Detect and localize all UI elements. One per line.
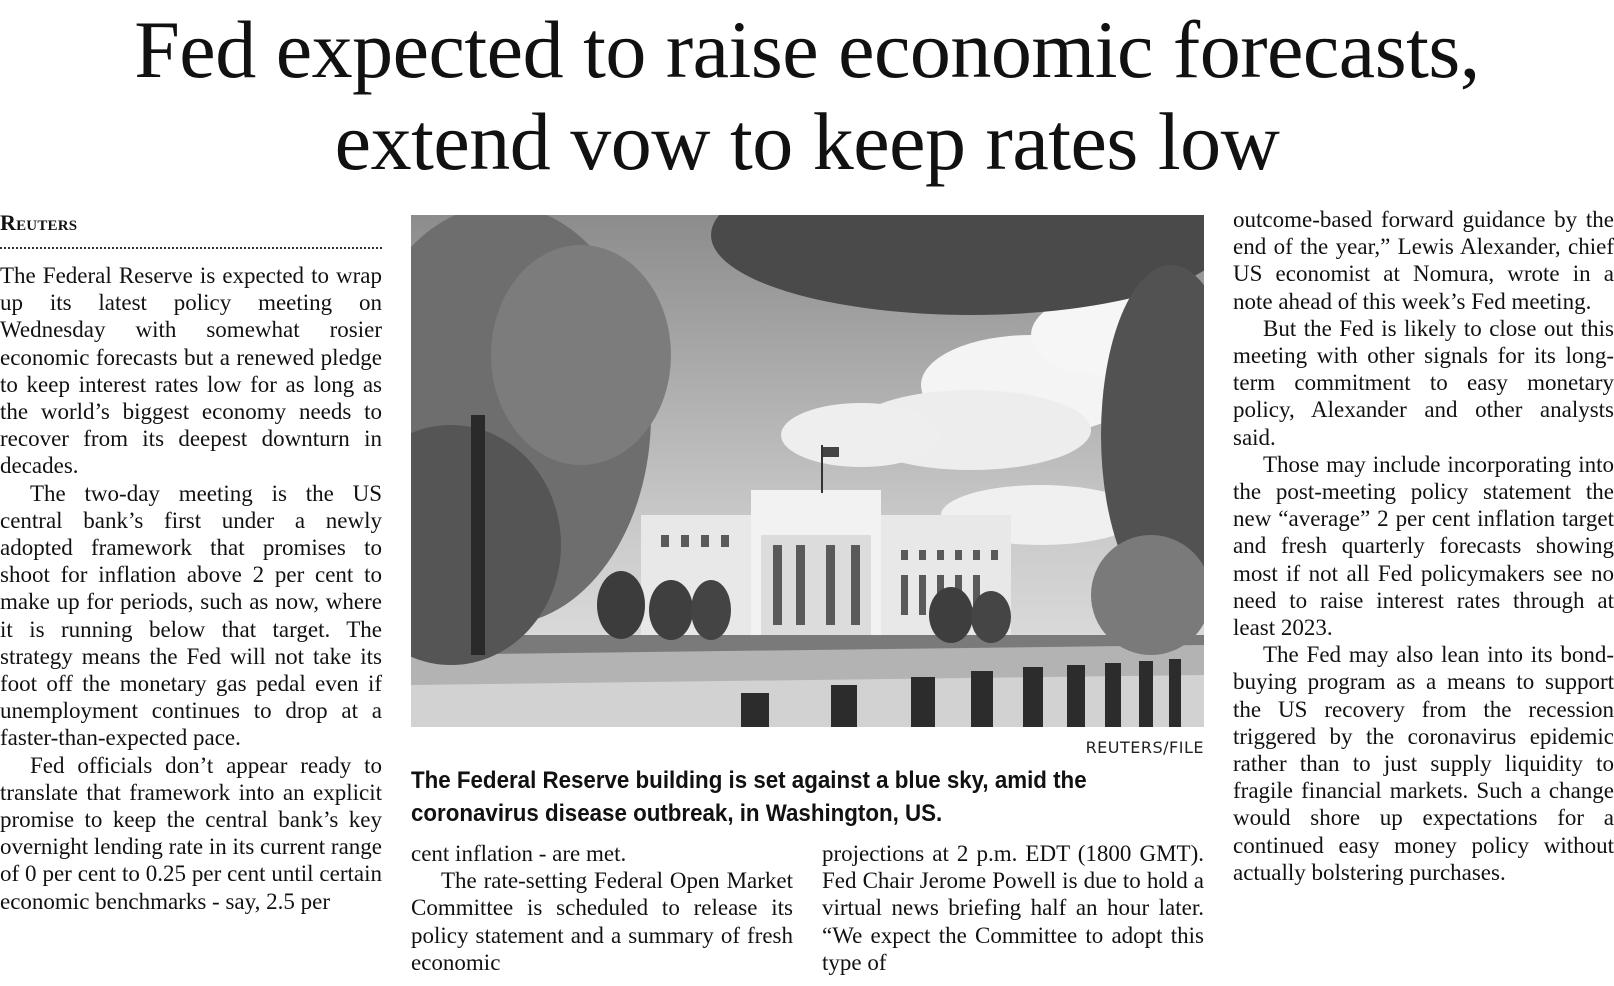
byline: Reuters	[0, 210, 78, 235]
headline-line-2: extend vow to keep rates low	[334, 96, 1280, 187]
paragraph: projections at 2 p.m. EDT (1800 GMT). Fed Chair Jerome Powell is due to hold a virtual news briefing half an hour later. “We expect the Committee to adopt this type of	[822, 841, 1204, 975]
paragraph: The rate-setting Federal Open Market Committee is scheduled to release its policy statement and a summary of fresh economic	[411, 868, 793, 975]
article-column-3	[822, 840, 1204, 976]
federal-reserve-photo	[411, 215, 1204, 727]
paragraph: But the Fed is likely to close out this meeting with other signals for its long-term commitment to easy monetary policy, Alexander and other analysts said.	[1233, 315, 1614, 450]
byline-divider	[0, 247, 382, 249]
paragraph: The two-day meeting is the US central bank’s first under a newly adopted framework that promises to shoot for inflation above 2 per cent to make up for periods, such as now, where it is running below that target. The strategy means the Fed will not take its foot off the monetary gas pedal even if unemployment continues to drop at a faster-than-expected pace.	[0, 480, 382, 751]
article-column-1	[0, 262, 382, 915]
paragraph: Those may include incorporating into the post-meeting policy statement the new “average” 2 per cent inflation target and fresh quarterly forecasts showing most if not all Fed policymakers see no need to raise interest rates through at least 2023.	[1233, 451, 1614, 641]
paragraph: The Fed may also lean into its bond-buying program as a means to support the US recovery from the recession triggered by the coronavirus epidemic rather than to just supply liquidity to fragile financial markets. Such a change would shore up expectations for a continued easy money policy without actually bolstering purchases.	[1233, 642, 1614, 885]
photo-caption: The Federal Reserve building is set against a blue sky, amid the coronavirus disease outbreak, in Washington, US.	[411, 767, 1087, 827]
article-column-4	[1233, 206, 1614, 886]
photo-credit: REUTERS/FILE	[1085, 738, 1204, 757]
paragraph: The Federal Reserve is expected to wrap up its latest policy meeting on Wednesday with somewhat rosier economic forecasts but a renewed pledge to keep interest rates low for as long as the world’s biggest economy needs to recover from its deepest downturn in decades.	[0, 263, 382, 479]
article-column-2	[411, 840, 793, 976]
paragraph: outcome-based forward guidance by the end of the year,” Lewis Alexander, chief US economist at Nomura, wrote in a note ahead of this week’s Fed meeting.	[1233, 207, 1614, 314]
paragraph: Fed officials don’t appear ready to translate that framework into an explicit promise to keep the central bank’s key overnight lending rate in its current range of 0 per cent to 0.25 per cent until certain economic benchmarks - say, 2.5 per	[0, 752, 382, 914]
paragraph: cent inflation - are met.	[411, 841, 627, 866]
headline-line-1: Fed expected to raise economic forecasts,	[134, 4, 1480, 95]
headline	[0, 4, 1614, 188]
